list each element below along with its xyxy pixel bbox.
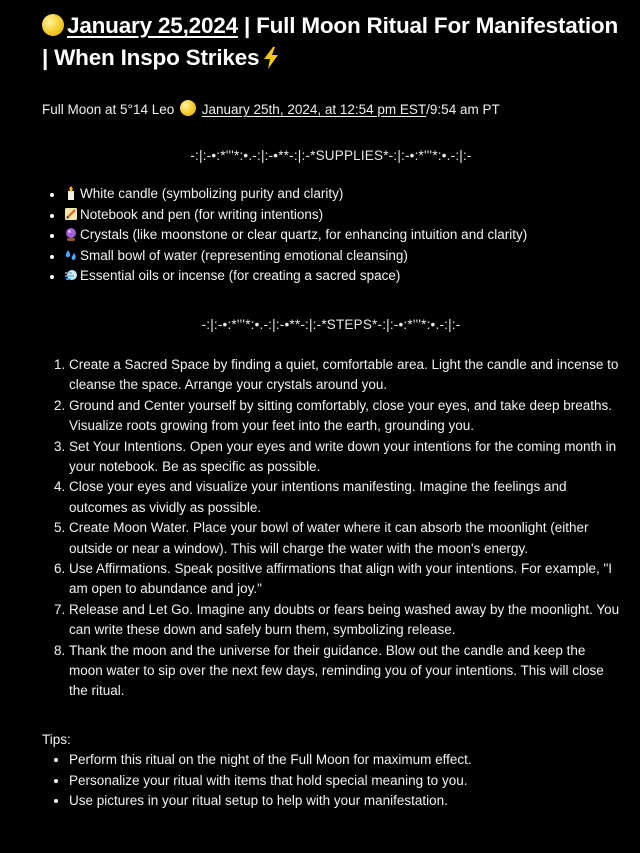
steps-list — [42, 355, 620, 702]
steps-divider: -:|:-•:*'''*:•.-:|:-•**-:|:-*STEPS*-:|:-•:*'''*:•.-:|:- — [201, 316, 461, 332]
tips-list — [42, 750, 620, 811]
wind-icon — [64, 268, 78, 282]
full-moon-icon — [180, 100, 196, 116]
list-item: 4. Close your eyes and visualize your intentions manifesting. Imagine the feelings and outcomes as vividly as possible. — [69, 477, 620, 518]
list-item — [64, 184, 620, 205]
list-item: 8. Thank the moon and the universe for their guidance. Blow out the candle and keep the moon water to sip over the next few days, reminding you of your intentions. This will close the ritual. — [69, 641, 620, 702]
list-item — [64, 266, 620, 287]
crystal-ball-icon — [64, 227, 78, 241]
list-item — [64, 205, 620, 226]
list-item: • Use pictures in your ritual setup to help with your manifestation. — [69, 791, 620, 811]
supply-text: Crystals (like moonstone or clear quartz, for enhancing intuition and clarity) — [80, 227, 528, 243]
list-item — [64, 246, 620, 267]
notebook-icon — [64, 207, 78, 221]
supply-text: Essential oils or incense (for creating a sacred space) — [80, 268, 401, 284]
list-item: 2. Ground and Center yourself by sitting comfortably, close your eyes, and take deep breaths. Visualize roots growing from your feet into the earth, grounding you. — [69, 396, 620, 437]
title-date-link[interactable]: January 25,2024 — [67, 13, 238, 38]
list-item: 7. Release and Let Go. Imagine any doubts or fears being washed away by the moonlight. You can write these down and safely burn them, symbolizing release. — [69, 600, 620, 641]
lightning-bolt-icon — [263, 47, 279, 69]
moon-info-line — [42, 100, 620, 120]
moon-datetime-link[interactable]: January 25th, 2024, at 12:54 pm EST — [201, 102, 427, 117]
supply-text: Small bowl of water (representing emotional cleansing) — [80, 247, 408, 263]
tips-heading: Tips: — [42, 731, 71, 747]
supply-text: Notebook and pen (for writing intentions) — [80, 206, 324, 222]
post-title — [42, 10, 620, 74]
supply-text: White candle (symbolizing purity and clarity) — [80, 186, 344, 201]
supplies-divider: -:|:-•:*'''*:•.-:|:-•**-:|:-*SUPPLIES*-:|:-•:*'''*:•.-:|:- — [190, 148, 472, 163]
full-moon-icon — [42, 14, 64, 36]
list-item — [64, 225, 620, 246]
list-item: • Perform this ritual on the night of the Full Moon for maximum effect. — [69, 750, 620, 770]
list-item: 1. Create a Sacred Space by finding a quiet, comfortable area. Light the candle and incense to cleanse the space. Arrange your crystals around you. — [69, 355, 620, 396]
list-item: 5. Create Moon Water. Place your bowl of water where it can absorb the moonlight (either outside or near a window). This will charge the water with the moon's energy. — [69, 518, 620, 559]
water-drops-icon — [64, 248, 78, 262]
candle-icon — [64, 186, 78, 200]
moon-time-pt: /9:54 am PT — [426, 102, 500, 117]
supplies-list — [42, 184, 620, 287]
list-item: • Personalize your ritual with items that hold special meaning to you. — [69, 771, 620, 791]
moon-position-text: Full Moon at 5°14 Leo — [42, 102, 175, 117]
list-item: 3. Set Your Intentions. Open your eyes and write down your intentions for the coming month in your notebook. Be as specific as possible. — [69, 437, 620, 478]
title-text: | Full Moon Ritual For Manifestation | When Inspo Strikes — [42, 13, 619, 70]
list-item: 6. Use Affirmations. Speak positive affirmations that align with your intentions. For example, "I am open to abundance and joy." — [69, 559, 620, 600]
